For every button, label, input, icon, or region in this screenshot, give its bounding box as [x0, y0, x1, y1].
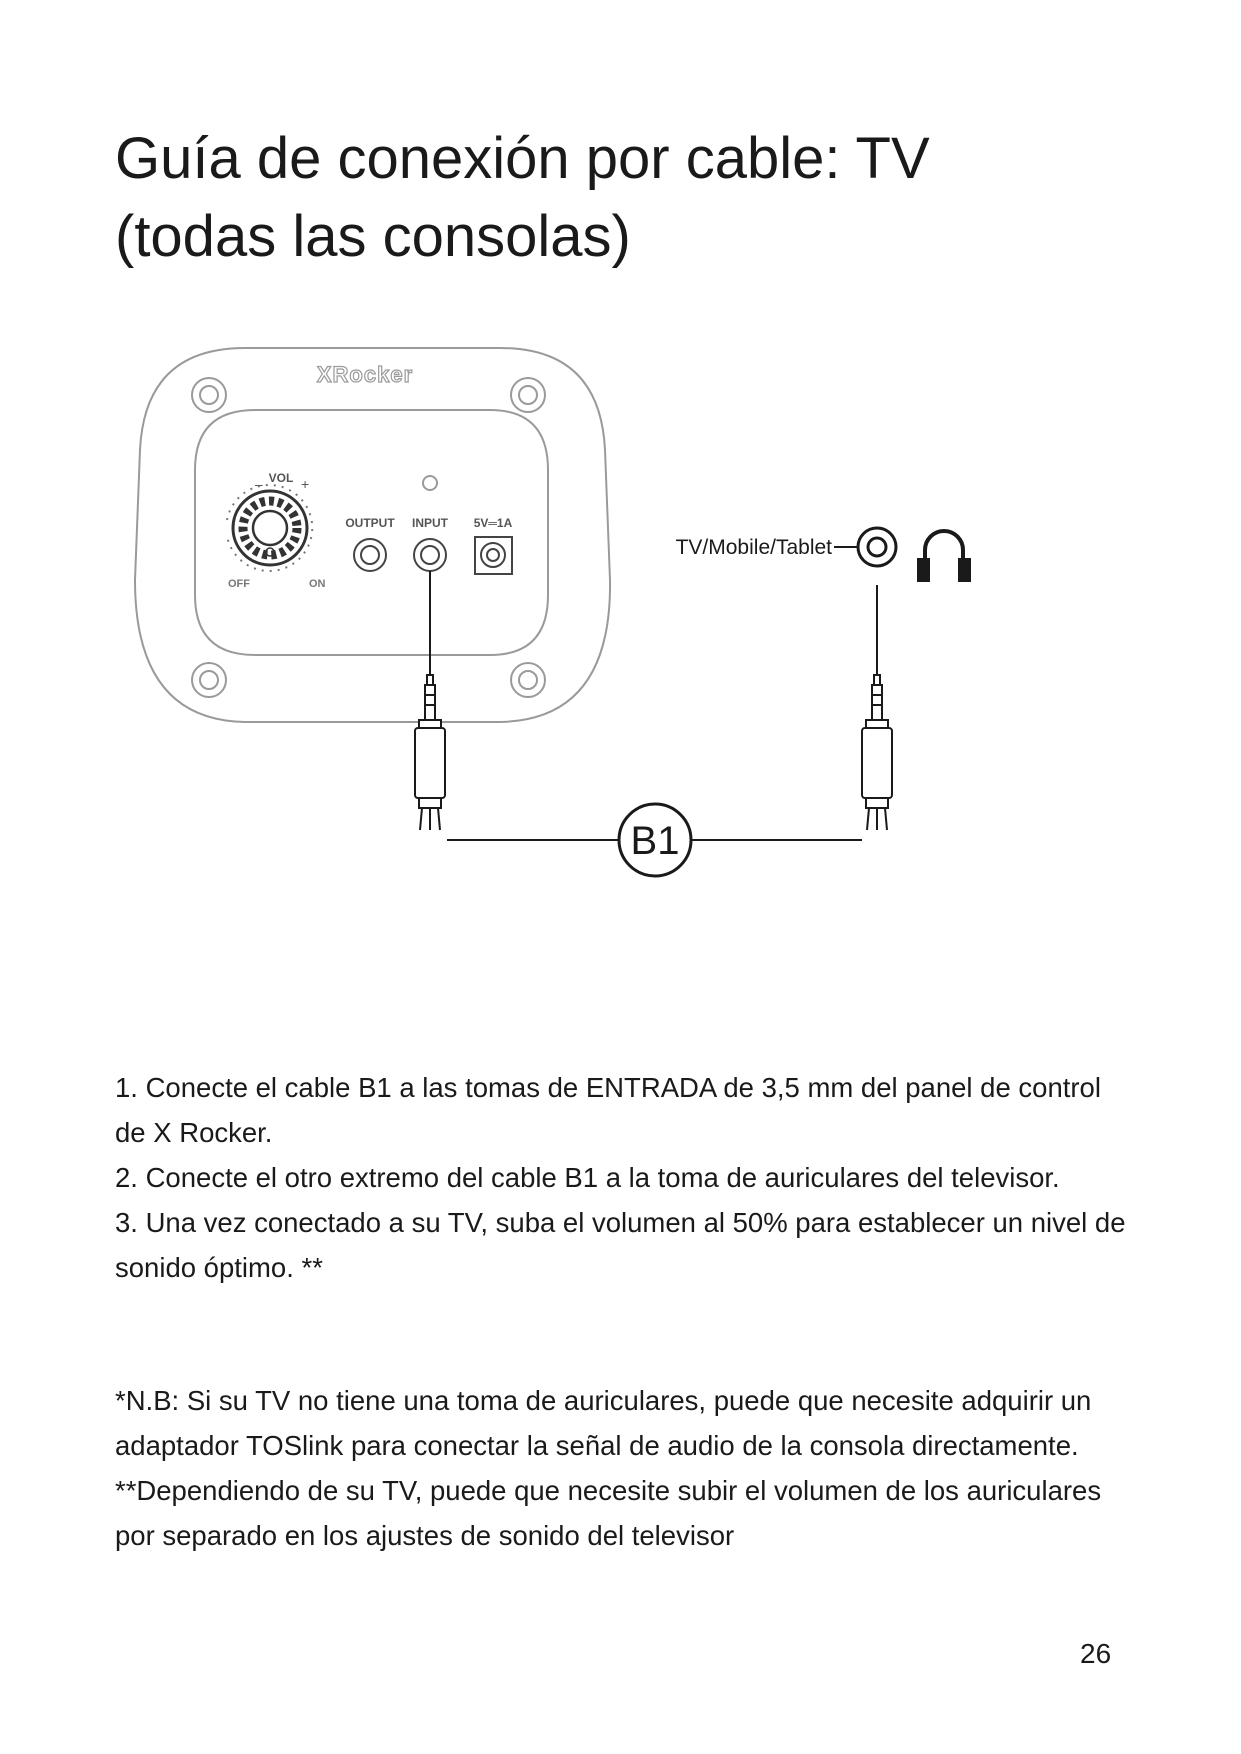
- headphones-icon: [919, 531, 969, 580]
- led-indicator: [423, 476, 437, 490]
- plug-left-icon: [415, 675, 445, 830]
- step-1: 1. Conecte el cable B1 a las tomas de ENTRADA de 3,5 mm del panel de control de X Rocker.: [115, 1072, 1101, 1148]
- vol-minus-label: –: [255, 476, 263, 492]
- plug-right-icon: [862, 675, 892, 830]
- footnotes: [115, 1378, 1135, 1558]
- control-panel: [135, 348, 610, 722]
- brand-logo: XRocker: [316, 362, 414, 387]
- volume-knob: [227, 485, 312, 571]
- note-1: *N.B: Si su TV no tiene una toma de auriculares, puede que necesite adquirir un adaptador TOSlink para conectar la señal de audio de la consola directamente.: [115, 1385, 1092, 1461]
- screw-bottom-left-icon: [192, 663, 226, 697]
- on-label: ON: [309, 578, 326, 590]
- input-label: INPUT: [412, 516, 448, 530]
- screw-bottom-right-icon: [511, 663, 545, 697]
- power-jack: [475, 537, 512, 574]
- instruction-steps: [115, 1065, 1135, 1290]
- output-jack: [354, 539, 386, 571]
- page-title: [115, 120, 1115, 276]
- source-label: TV/Mobile/Tablet: [675, 536, 832, 559]
- input-jack: [414, 539, 446, 571]
- title-line-1: Guía de conexión por cable: TV: [115, 126, 930, 191]
- screw-top-right-icon: [511, 378, 545, 412]
- control-panel-inner: [195, 410, 548, 655]
- step-2: 2. Conecte el otro extremo del cable B1 a la toma de auriculares del televisor.: [115, 1162, 1060, 1193]
- title-line-2: (todas las consolas): [115, 204, 631, 269]
- step-3: 3. Una vez conectado a su TV, suba el volumen al 50% para establecer un nivel de sonido óptimo. **: [115, 1207, 1126, 1283]
- vol-plus-label: +: [301, 476, 310, 492]
- connection-diagram-svg: [0, 330, 1241, 930]
- off-label: OFF: [228, 578, 250, 590]
- output-label: OUTPUT: [345, 516, 395, 530]
- note-2: **Dependiendo de su TV, puede que necesite subir el volumen de los auriculares por separado en los ajustes de sonido del televisor: [115, 1475, 1102, 1551]
- vol-label: VOL: [268, 471, 294, 485]
- connection-diagram: [0, 330, 1241, 930]
- power-label: 5V═1A: [473, 516, 513, 530]
- tv-headphone-jack-icon: [858, 528, 896, 566]
- screw-top-left-icon: [192, 378, 226, 412]
- page-number: 26: [1080, 1638, 1112, 1669]
- cable-label: B1: [630, 819, 680, 863]
